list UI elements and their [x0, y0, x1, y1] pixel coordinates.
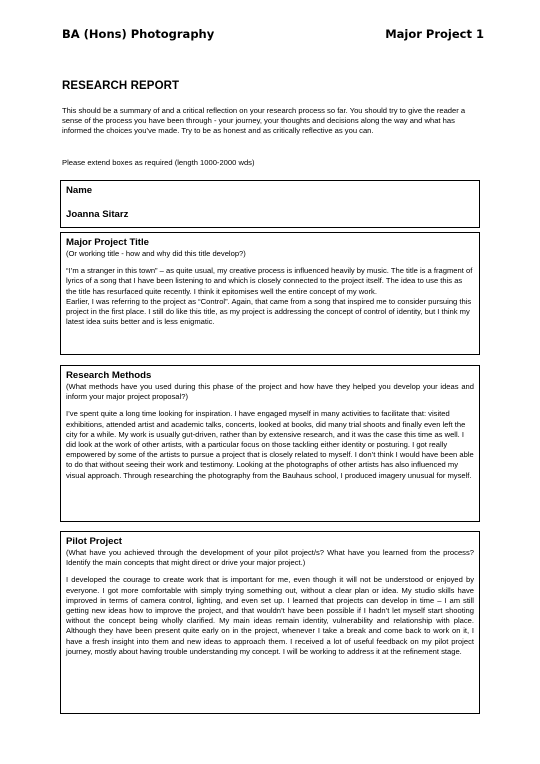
pilot-project-box	[60, 531, 480, 714]
pilot-project-heading: Pilot Project	[66, 536, 122, 547]
project-title-heading: Major Project Title	[66, 237, 149, 248]
name-label: Name	[66, 185, 93, 196]
research-methods-box	[60, 365, 480, 522]
page-header	[62, 27, 484, 47]
name-box	[60, 180, 480, 228]
pilot-project-prompt: (What have you achieved through the development of your pilot project/s? What have you learned from the process? Identify the main concepts that might direct or drive your major project.)	[66, 548, 474, 568]
project-title-box	[60, 232, 480, 355]
research-methods-heading: Research Methods	[66, 370, 152, 381]
project-title-prompt: (Or working title - how and why did this title develop?)	[66, 249, 246, 258]
name-value: Joanna Sitarz	[66, 209, 129, 220]
project-title-paragraph-1: “I’m a stranger in this town” – as quite usual, my creative process is influenced heavily by music. The title is a fragment of lyrics of a song that I have been listening to and which is closely connected to the project itself. The idea to use this as the title has resurfaced quite recently. I think it epitomises well the entire concept of my work.	[66, 266, 473, 296]
intro-text: This should be a summary of and a critical reflection on your research process so far. You should try to give the reader a sense of the process you have been through - your journey, your thoughts and decisions along the way and what has informed the choices you’ve made. Try to be as honest and as critically reflective as you can.	[62, 106, 466, 136]
project-title-answer	[66, 266, 474, 327]
research-methods-prompt: (What methods have you used during this phase of the project and how have they helped you develop your ideas and inform your major project proposal?)	[66, 382, 474, 402]
research-methods-answer: I’ve spent quite a long time looking for inspiration. I have engaged myself in many activities to facilitate that: visited exhibitions, attended artist and academic talks, concerts, looked at books, did many trial shoots and finally even left the city for a while. My work is usually gut-driven, rather than by extensive research, and it was the case this time as well. I did look at the work of other artists, with a particular focus on those tackling either identity or posturing. I got really empowered by some of the artists to pursue a project that is closely related to myself. I don’t think I would have been able to do that without seeing their work and testimony. Looking at the photographs of other artists has also influenced my visual approach. Through researching the photography from the Bauhaus school, I produced imagery unusual for myself.	[66, 409, 474, 480]
module-title: Major Project 1	[385, 27, 484, 41]
report-title: RESEARCH REPORT	[62, 80, 180, 92]
pilot-project-answer: I developed the courage to create work that is important for me, even though it will not be understood or enjoyed by everyone. I got more comfortable with simply trying something out, without a clear plan or idea. My studio skills have improved in terms of camera control, lighting, and even set up. I learned that projects can develop in time – I am still getting new ideas how to improve the project, and that wouldn’t have been possible if I hadn’t let myself start shooting without the concept being wholly clarified. My main ideas remain identity, vulnerability and relationship with place. Although they have been present quite early on in the project, whenever I take a break and come back to work on it, I have a fresh insight into them and new ideas to approach them. I received a lot of useful feedback on my pilot project journey, mostly about having trouble understanding my concept. I will be working to address it at the refinement stage.	[66, 575, 474, 656]
project-title-paragraph-2: Earlier, I was referring to the project as “Control”. Again, that came from a song that inspired me to consider pursuing this project in the first place. I still do like this title, as my project is addressing the concept of control of identity, but I think my latest idea suits better and is less enigmatic.	[66, 296, 472, 327]
course-title: BA (Hons) Photography	[62, 27, 215, 41]
extend-note: Please extend boxes as required (length 1000-2000 wds)	[62, 158, 255, 167]
